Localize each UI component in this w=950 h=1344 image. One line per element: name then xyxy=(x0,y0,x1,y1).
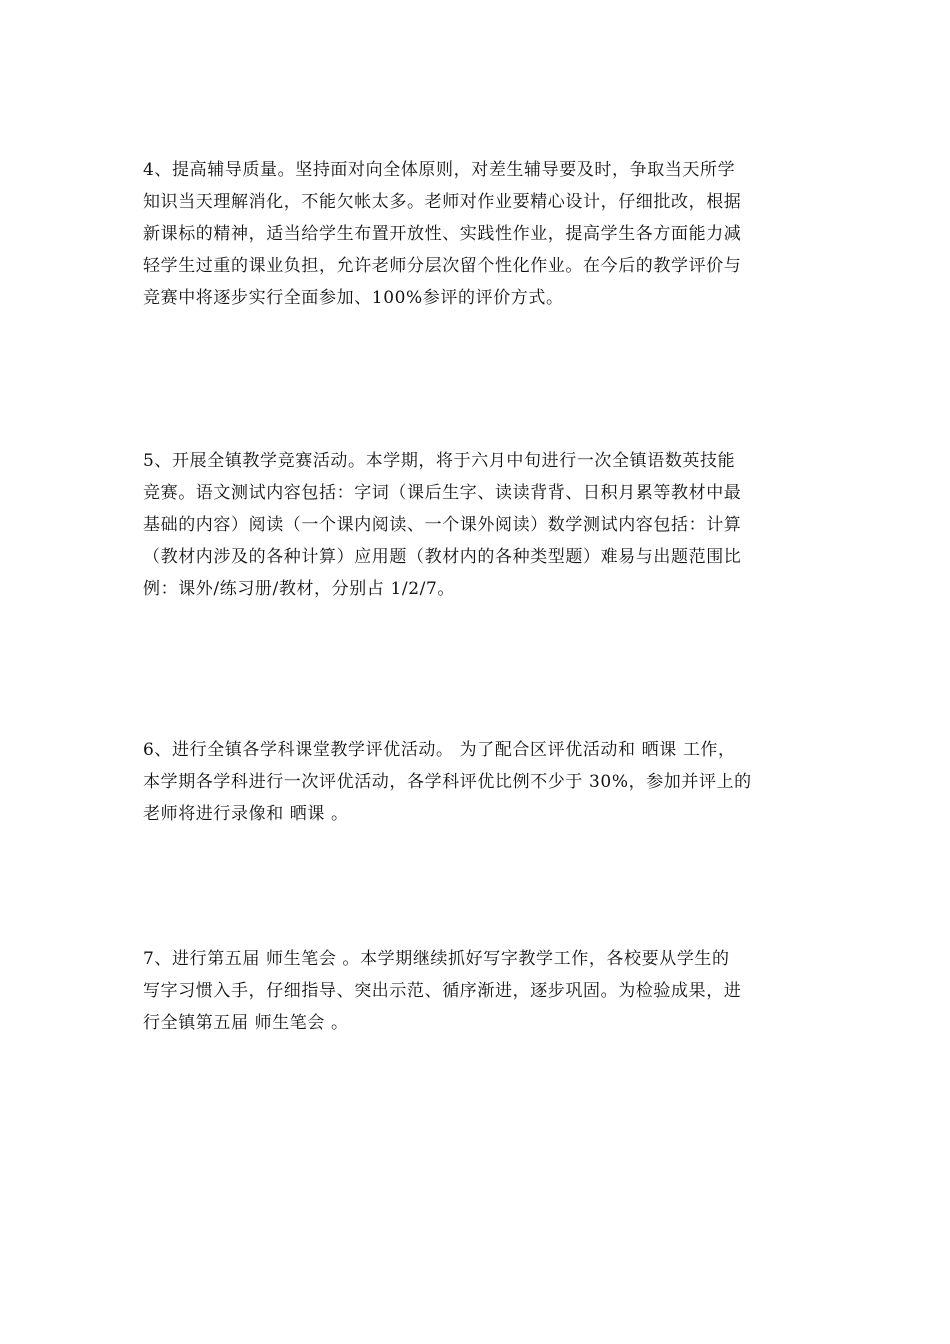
paragraph-6-classroom-evaluation xyxy=(143,734,803,830)
paragraph-line: 写字习惯入手，仔细指导、突出示范、循序渐进，逐步巩固。为检验成果，进 xyxy=(143,981,742,1001)
paragraph-line: 7、进行第五届 师生笔会 。本学期继续抓好写字教学工作，各校要从学生的 xyxy=(143,949,730,969)
paragraph-line: 例：课外/练习册/教材，分别占 1/2/7。 xyxy=(143,579,455,599)
paragraph-7-calligraphy-meeting xyxy=(143,943,803,1039)
paragraph-line: 5、开展全镇教学竞赛活动。本学期，将于六月中旬进行一次全镇语数英技能 xyxy=(143,451,736,471)
paragraph-line: 轻学生过重的课业负担，允许老师分层次留个性化作业。在今后的教学评价与 xyxy=(143,256,742,276)
paragraph-line: 4、提高辅导质量。坚持面对向全体原则，对差生辅导要及时，争取当天所学 xyxy=(143,160,736,180)
paragraph-line: 老师将进行录像和 晒课 。 xyxy=(143,804,349,824)
paragraph-line: 基础的内容）阅读（一个课内阅读、一个课外阅读）数学测试内容包括：计算 xyxy=(143,515,742,535)
paragraph-line: 竞赛中将逐步实行全面参加、100%参评的评价方式。 xyxy=(143,288,564,308)
paragraph-line: 6、进行全镇各学科课堂教学评优活动。 为了配合区评优活动和 晒课 工作， xyxy=(143,740,736,760)
paragraph-line: 本学期各学科进行一次评优活动，各学科评优比例不少于 30%，参加并评上的 xyxy=(143,772,752,792)
paragraph-5-teaching-competition xyxy=(143,445,803,605)
paragraph-line: （教材内涉及的各种计算）应用题（教材内的各种类型题）难易与出题范围比 xyxy=(143,547,742,567)
paragraph-4-tutoring-quality xyxy=(143,154,803,314)
paragraph-line: 行全镇第五届 师生笔会 。 xyxy=(143,1013,349,1033)
paragraph-line: 新课标的精神，适当给学生布置开放性、实践性作业，提高学生各方面能力减 xyxy=(143,224,742,244)
paragraph-line: 竞赛。语文测试内容包括：字词（课后生字、读读背背、日积月累等教材中最 xyxy=(143,483,742,503)
paragraph-line: 知识当天理解消化，不能欠帐太多。老师对作业要精心设计，仔细批改，根据 xyxy=(143,192,742,212)
